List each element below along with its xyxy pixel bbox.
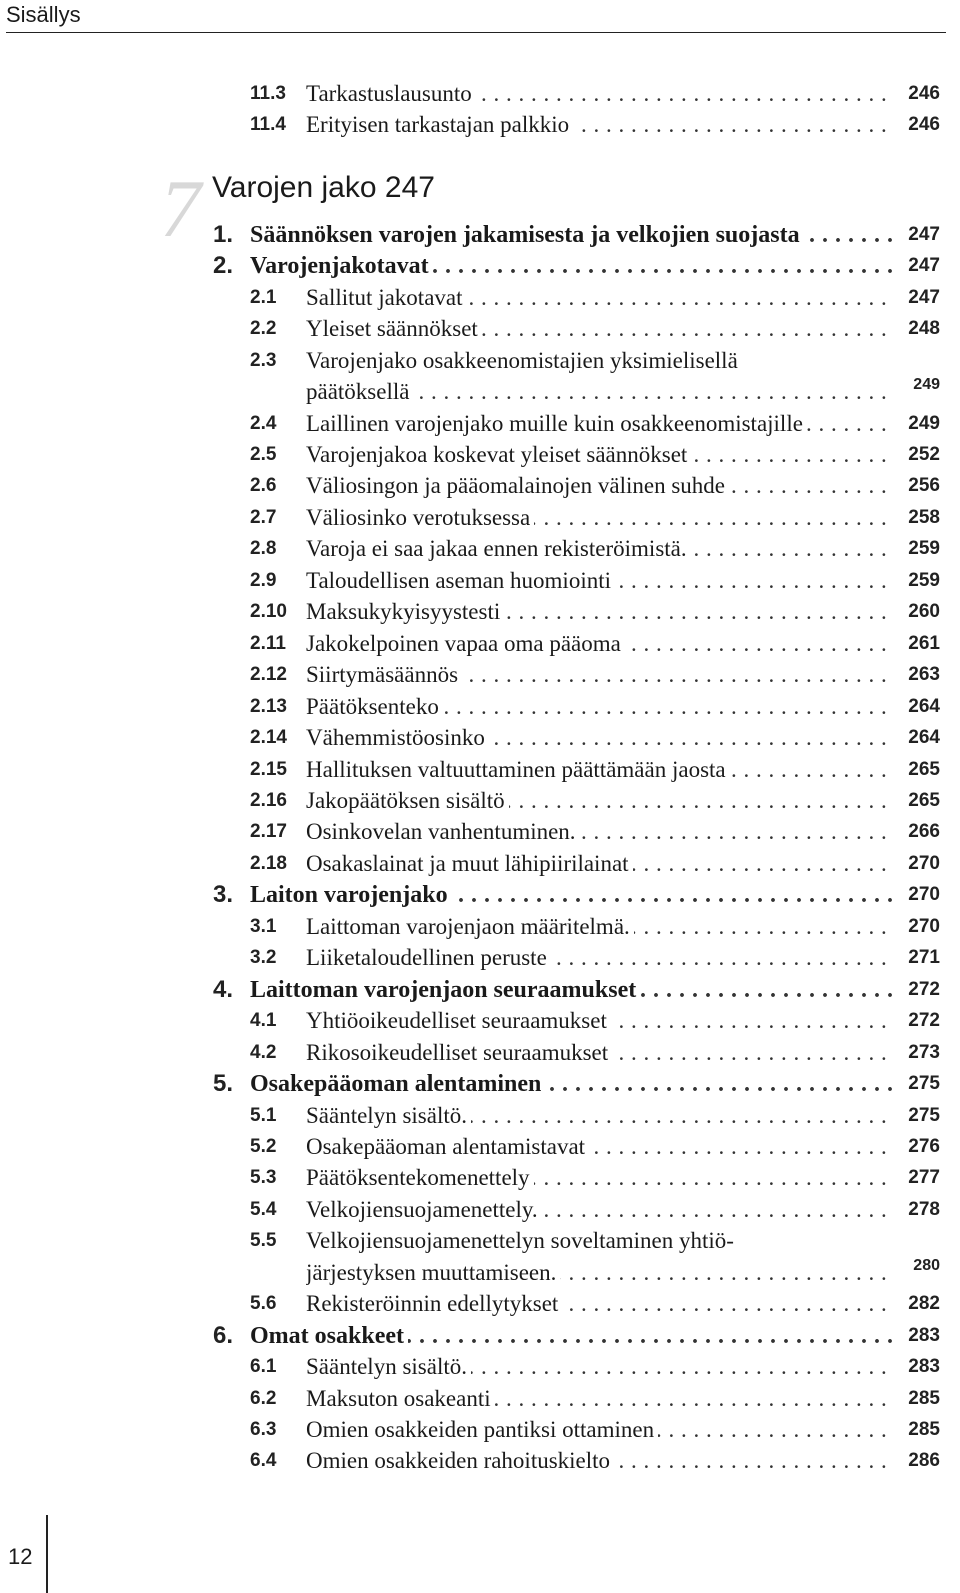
toc-title-text: Erityisen tarkastajan palkkio bbox=[306, 112, 573, 137]
toc-number: 2.11 bbox=[250, 633, 286, 654]
toc-title-text: Laiton varojenjako bbox=[250, 882, 452, 908]
toc-number: 2.6 bbox=[250, 475, 277, 496]
toc-subsection bbox=[0, 1194, 960, 1226]
toc-title bbox=[250, 250, 894, 282]
toc-title-text: Taloudellisen aseman huomiointi bbox=[306, 568, 615, 593]
toc-title bbox=[306, 754, 894, 786]
toc-title bbox=[306, 1100, 894, 1132]
toc-title-text: Maksukykyisyystesti bbox=[306, 599, 504, 624]
toc-section bbox=[0, 1068, 960, 1100]
toc-section bbox=[0, 219, 960, 251]
toc-number: 5.2 bbox=[250, 1136, 277, 1157]
toc-subsection bbox=[0, 78, 960, 110]
toc-page-number: 249 bbox=[913, 376, 940, 393]
toc-page-number: 248 bbox=[908, 318, 940, 339]
toc-subsection bbox=[0, 848, 960, 880]
toc-subsection bbox=[0, 722, 960, 754]
toc-subsection bbox=[0, 345, 960, 377]
toc-number: 3.1 bbox=[250, 916, 277, 937]
toc-title bbox=[306, 1351, 894, 1383]
toc-number: 2.12 bbox=[250, 664, 287, 685]
toc-title bbox=[306, 1288, 894, 1320]
toc-number: 2.14 bbox=[250, 727, 287, 748]
toc-page-number: 276 bbox=[908, 1136, 940, 1157]
toc-subsection bbox=[0, 109, 960, 141]
toc-title bbox=[306, 1005, 894, 1037]
toc-title bbox=[306, 470, 894, 502]
toc-subsection bbox=[0, 533, 960, 565]
toc-number: 5. bbox=[213, 1070, 234, 1097]
toc-page-number: 277 bbox=[908, 1167, 940, 1188]
toc-page-number: 278 bbox=[908, 1199, 940, 1220]
toc-page-number: 266 bbox=[908, 821, 940, 842]
toc-title bbox=[306, 911, 894, 943]
toc-title bbox=[250, 1068, 894, 1100]
toc-subsection bbox=[0, 785, 960, 817]
toc-title bbox=[306, 1383, 894, 1415]
toc-number: 2.13 bbox=[250, 696, 287, 717]
toc-title-text: Väliosingon ja pääomalainojen välinen suhde bbox=[306, 473, 729, 498]
toc-number: 3. bbox=[213, 881, 234, 908]
toc-title-text: Osinkovelan vanhentuminen. bbox=[306, 819, 580, 844]
toc-subsection bbox=[0, 470, 960, 502]
toc-number: 5.3 bbox=[250, 1167, 277, 1188]
toc-number: 6.3 bbox=[250, 1419, 277, 1440]
toc-page-number: 265 bbox=[908, 759, 940, 780]
toc-title-text: Sääntelyn sisältö. bbox=[306, 1354, 471, 1379]
toc-number: 2.5 bbox=[250, 444, 277, 465]
toc-continuation bbox=[0, 1257, 960, 1289]
toc-title-text: Omien osakkeiden rahoituskielto bbox=[306, 1448, 614, 1473]
toc-title bbox=[306, 785, 894, 817]
toc-page-number: 280 bbox=[913, 1257, 940, 1274]
toc-subsection bbox=[0, 1100, 960, 1132]
toc-page-number: 285 bbox=[908, 1388, 940, 1409]
toc-page-number: 283 bbox=[908, 1325, 940, 1346]
toc-page-number: 259 bbox=[908, 570, 940, 591]
toc-title bbox=[306, 533, 894, 565]
toc-title-text: päätöksellä bbox=[306, 379, 413, 404]
toc-subsection bbox=[0, 659, 960, 691]
toc-title bbox=[250, 219, 894, 251]
toc-subsection bbox=[0, 313, 960, 345]
toc-number: 11.4 bbox=[250, 114, 286, 135]
toc-title-text: Osakepääoman alentamistavat bbox=[306, 1134, 589, 1159]
toc-page-number: 247 bbox=[908, 224, 940, 245]
toc-subsection bbox=[0, 942, 960, 974]
toc-title-text: Omien osakkeiden pantiksi ottaminen bbox=[306, 1417, 658, 1442]
toc-title bbox=[306, 439, 894, 471]
toc-title bbox=[306, 313, 894, 345]
toc-page-number: 264 bbox=[908, 727, 940, 748]
toc-title bbox=[306, 1445, 894, 1477]
toc-title bbox=[306, 376, 894, 408]
toc-title bbox=[306, 502, 894, 534]
toc-title-text: Laittoman varojenjaon määritelmä. bbox=[306, 914, 634, 939]
toc-page-number: 270 bbox=[908, 884, 940, 905]
toc-continuation bbox=[0, 376, 960, 408]
toc-subsection bbox=[0, 754, 960, 786]
toc-page-number: 256 bbox=[908, 475, 940, 496]
toc-title-text: Rikosoikeudelliset seuraamukset bbox=[306, 1040, 612, 1065]
toc-title bbox=[306, 1162, 894, 1194]
toc-page-number: 273 bbox=[908, 1042, 940, 1063]
toc-title bbox=[250, 974, 894, 1006]
toc-page-number: 247 bbox=[908, 255, 940, 276]
toc-page-number: 270 bbox=[908, 916, 940, 937]
toc-number: 5.1 bbox=[250, 1105, 277, 1126]
toc-number: 2.15 bbox=[250, 759, 287, 780]
toc-title-text: Siirtymäsäännös bbox=[306, 662, 462, 687]
toc-number: 2.18 bbox=[250, 853, 287, 874]
toc-title-text: Varoja ei saa jakaa ennen rekisteröimistä. bbox=[306, 536, 691, 561]
toc-title-text: Sallitut jakotavat bbox=[306, 285, 467, 310]
toc-page-number: 247 bbox=[908, 287, 940, 308]
toc-title-text: Osakaslainat ja muut lähipiirilainat bbox=[306, 851, 633, 876]
toc-title bbox=[250, 1320, 894, 1352]
toc-title bbox=[306, 628, 894, 660]
toc-title-text: Maksuton osakeanti bbox=[306, 1386, 495, 1411]
toc-number: 2. bbox=[213, 252, 234, 279]
toc-number: 5.4 bbox=[250, 1199, 277, 1220]
toc-title-text: Varojenjako osakkeenomistajien yksimielisellä bbox=[306, 348, 742, 373]
toc-number: 2.2 bbox=[250, 318, 277, 339]
toc-page-number: 249 bbox=[908, 413, 940, 434]
toc-number: 4.1 bbox=[250, 1010, 277, 1031]
toc-number: 2.17 bbox=[250, 821, 287, 842]
toc-section bbox=[0, 1320, 960, 1352]
chapter-title: Varojen jako 247 bbox=[212, 171, 435, 204]
toc-number: 6.4 bbox=[250, 1450, 277, 1471]
toc-number: 6. bbox=[213, 1322, 234, 1349]
toc-title-text: Jakopäätöksen sisältö bbox=[306, 788, 509, 813]
toc-title bbox=[306, 1257, 894, 1289]
toc-number: 2.16 bbox=[250, 790, 287, 811]
toc-subsection bbox=[0, 816, 960, 848]
toc-title-text: Varojenjakotavat bbox=[250, 253, 433, 279]
toc-subsection bbox=[0, 1225, 960, 1257]
toc-subsection bbox=[0, 502, 960, 534]
toc-title-text: Varojenjakoa koskevat yleiset säännökset bbox=[306, 442, 691, 467]
toc-title bbox=[306, 848, 894, 880]
toc-subsection bbox=[0, 1162, 960, 1194]
toc-title-text: Rekisteröinnin edellytykset bbox=[306, 1291, 562, 1316]
toc-subsection bbox=[0, 1288, 960, 1320]
toc-subsection bbox=[0, 1037, 960, 1069]
toc-title bbox=[306, 282, 894, 314]
toc-title bbox=[306, 722, 894, 754]
toc-title-text: Tarkastuslausunto bbox=[306, 81, 476, 106]
toc-title bbox=[306, 942, 894, 974]
toc-title-text: Velkojiensuojamenettely. bbox=[306, 1197, 542, 1222]
toc-number: 2.4 bbox=[250, 413, 277, 434]
toc-page-number: 246 bbox=[908, 83, 940, 104]
toc-title-text: Hallituksen valtuuttaminen päättämään jaosta bbox=[306, 757, 730, 782]
toc-page-number: 271 bbox=[908, 947, 940, 968]
toc-subsection bbox=[0, 408, 960, 440]
running-head: Sisällys bbox=[6, 0, 946, 33]
toc-title bbox=[306, 565, 894, 597]
toc-title bbox=[306, 109, 894, 141]
toc-title-text: järjestyksen muuttamiseen. bbox=[306, 1260, 560, 1285]
toc-title bbox=[306, 345, 894, 377]
toc-title-text: Päätöksenteko bbox=[306, 694, 443, 719]
toc-subsection bbox=[0, 911, 960, 943]
toc-page-number: 260 bbox=[908, 601, 940, 622]
toc-title bbox=[250, 879, 894, 911]
toc-title-text: Päätöksentekomenettely bbox=[306, 1165, 534, 1190]
toc-page-number: 270 bbox=[908, 853, 940, 874]
toc-number: 2.7 bbox=[250, 507, 277, 528]
toc-subsection bbox=[0, 628, 960, 660]
toc-page-number: 258 bbox=[908, 507, 940, 528]
folio-rule bbox=[46, 1515, 48, 1593]
toc-title-text: Laillinen varojenjako muille kuin osakkeenomistajille bbox=[306, 411, 807, 436]
toc-subsection bbox=[0, 1351, 960, 1383]
toc-page-number: 272 bbox=[908, 1010, 940, 1031]
toc-page-number: 282 bbox=[908, 1293, 940, 1314]
toc-number: 6.2 bbox=[250, 1388, 277, 1409]
toc-title-text: Omat osakkeet bbox=[250, 1323, 408, 1349]
toc-number: 2.9 bbox=[250, 570, 277, 591]
toc-number: 4. bbox=[213, 976, 234, 1003]
toc-title-text: Liiketaloudellinen peruste bbox=[306, 945, 551, 970]
toc-subsection bbox=[0, 1414, 960, 1446]
toc-subsection bbox=[0, 1445, 960, 1477]
toc-title-text: Vähemmistöosinko bbox=[306, 725, 489, 750]
toc-page-number: 259 bbox=[908, 538, 940, 559]
toc-number: 5.6 bbox=[250, 1293, 277, 1314]
toc-subsection bbox=[0, 1131, 960, 1163]
toc-title bbox=[306, 408, 894, 440]
toc-title-text: Yleiset säännökset bbox=[306, 316, 482, 341]
toc-number: 11.3 bbox=[250, 83, 286, 104]
toc-title bbox=[306, 1131, 894, 1163]
toc-page-number: 252 bbox=[908, 444, 940, 465]
toc-number: 2.1 bbox=[250, 287, 277, 308]
toc-title-text: Velkojiensuojamenettelyn soveltaminen yhtiö- bbox=[306, 1228, 738, 1253]
toc-subsection bbox=[0, 565, 960, 597]
toc-page-number: 263 bbox=[908, 664, 940, 685]
toc-subsection bbox=[0, 596, 960, 628]
toc-page-number: 286 bbox=[908, 1450, 940, 1471]
toc-number: 5.5 bbox=[250, 1230, 277, 1251]
toc-number: 3.2 bbox=[250, 947, 277, 968]
toc-title-text: Jakokelpoinen vapaa oma pääoma bbox=[306, 631, 625, 656]
toc-section bbox=[0, 250, 960, 282]
toc-title bbox=[306, 1225, 894, 1257]
toc-number: 2.10 bbox=[250, 601, 287, 622]
toc-title-text: Yhtiöoikeudelliset seuraamukset bbox=[306, 1008, 611, 1033]
page-number: 12 bbox=[8, 1544, 33, 1569]
toc-title bbox=[306, 816, 894, 848]
toc-number: 2.3 bbox=[250, 350, 277, 371]
toc-page-number: 272 bbox=[908, 979, 940, 1000]
chapter-number: 7 bbox=[160, 163, 201, 254]
toc-number: 6.1 bbox=[250, 1356, 277, 1377]
toc-title-text: Säännöksen varojen jakamisesta ja velkojien suojasta bbox=[250, 222, 804, 248]
toc-title bbox=[306, 1194, 894, 1226]
toc-title bbox=[306, 1414, 894, 1446]
toc-section bbox=[0, 974, 960, 1006]
toc-subsection bbox=[0, 439, 960, 471]
toc-title bbox=[306, 1037, 894, 1069]
toc-title bbox=[306, 659, 894, 691]
toc-title bbox=[306, 596, 894, 628]
toc-page-number: 285 bbox=[908, 1419, 940, 1440]
toc-page-number: 264 bbox=[908, 696, 940, 717]
toc-page-number: 261 bbox=[908, 633, 940, 654]
toc-subsection bbox=[0, 1383, 960, 1415]
toc-page-number: 275 bbox=[908, 1105, 940, 1126]
toc-title-text: Osakepääoman alentaminen bbox=[250, 1071, 545, 1097]
toc-subsection bbox=[0, 1005, 960, 1037]
toc-number: 2.8 bbox=[250, 538, 277, 559]
toc-title-text: Laittoman varojenjaon seuraamukset bbox=[250, 977, 640, 1003]
toc-title-text: Väliosinko verotuksessa bbox=[306, 505, 534, 530]
toc-number: 4.2 bbox=[250, 1042, 277, 1063]
toc-page-number: 265 bbox=[908, 790, 940, 811]
toc-title bbox=[306, 78, 894, 110]
toc-subsection bbox=[0, 282, 960, 314]
toc-page-number: 275 bbox=[908, 1073, 940, 1094]
toc-title-text: Sääntelyn sisältö. bbox=[306, 1103, 471, 1128]
toc-page-number: 246 bbox=[908, 114, 940, 135]
toc-page-number: 283 bbox=[908, 1356, 940, 1377]
toc-subsection bbox=[0, 691, 960, 723]
toc-number: 1. bbox=[213, 221, 234, 248]
toc-section bbox=[0, 879, 960, 911]
toc-title bbox=[306, 691, 894, 723]
